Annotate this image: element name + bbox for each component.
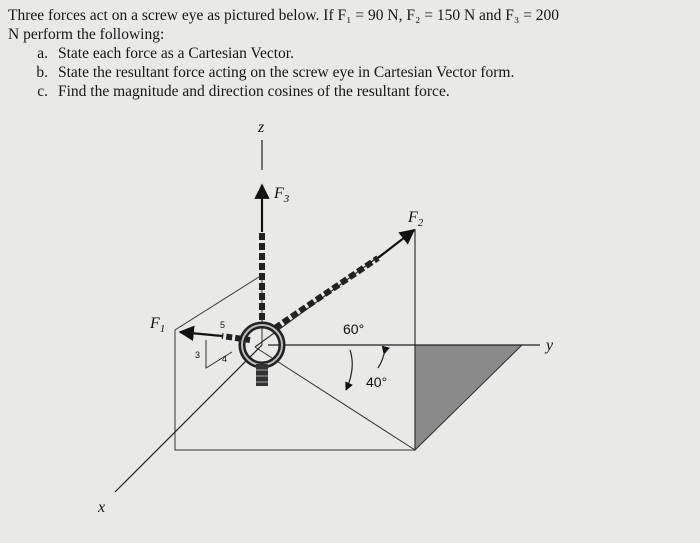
problem-line-2: N perform the following: xyxy=(8,26,165,43)
part-marker: c. xyxy=(37,83,48,100)
shaded-projection-triangle xyxy=(415,345,522,450)
y-axis-label: y xyxy=(546,337,554,354)
angle-60-arc xyxy=(346,350,352,390)
f2-plane-base xyxy=(255,347,415,450)
x-axis-label: x xyxy=(98,499,106,516)
part-text: State the resultant force acting on the screw eye in Cartesian Vector form. xyxy=(58,64,515,81)
f1-arrow xyxy=(180,332,222,336)
part-marker: b. xyxy=(36,64,48,81)
angle-40-label: 40° xyxy=(366,374,388,390)
angle-60-label: 60° xyxy=(343,321,365,337)
angle-40-arc xyxy=(378,354,384,368)
part-text: State each force as a Cartesian Vector. xyxy=(58,45,294,62)
f2-label: $F_2$ xyxy=(408,209,424,229)
f1-slope-triangle xyxy=(206,340,232,368)
slope-4-label: 4 xyxy=(222,354,228,364)
part-text: Find the magnitude and direction cosines of the resultant force. xyxy=(58,83,450,100)
f2-chain xyxy=(275,258,378,328)
slope-3-label: 3 xyxy=(195,350,201,360)
f3-label: $F_3$ xyxy=(274,185,290,205)
part-marker: a. xyxy=(37,45,48,62)
problem-line-1: Three forces act on a screw eye as pictured below. If F₁ = 90 N, F₂ = 150 N and F₃ = 200 xyxy=(8,7,560,24)
slope-5-label: 5 xyxy=(220,320,226,330)
f1-construction-box xyxy=(175,275,415,450)
x-axis-line xyxy=(115,345,262,492)
z-axis-label: z xyxy=(258,119,265,136)
f1-label: $F_1$ xyxy=(150,315,166,335)
f2-arrow xyxy=(378,230,414,258)
